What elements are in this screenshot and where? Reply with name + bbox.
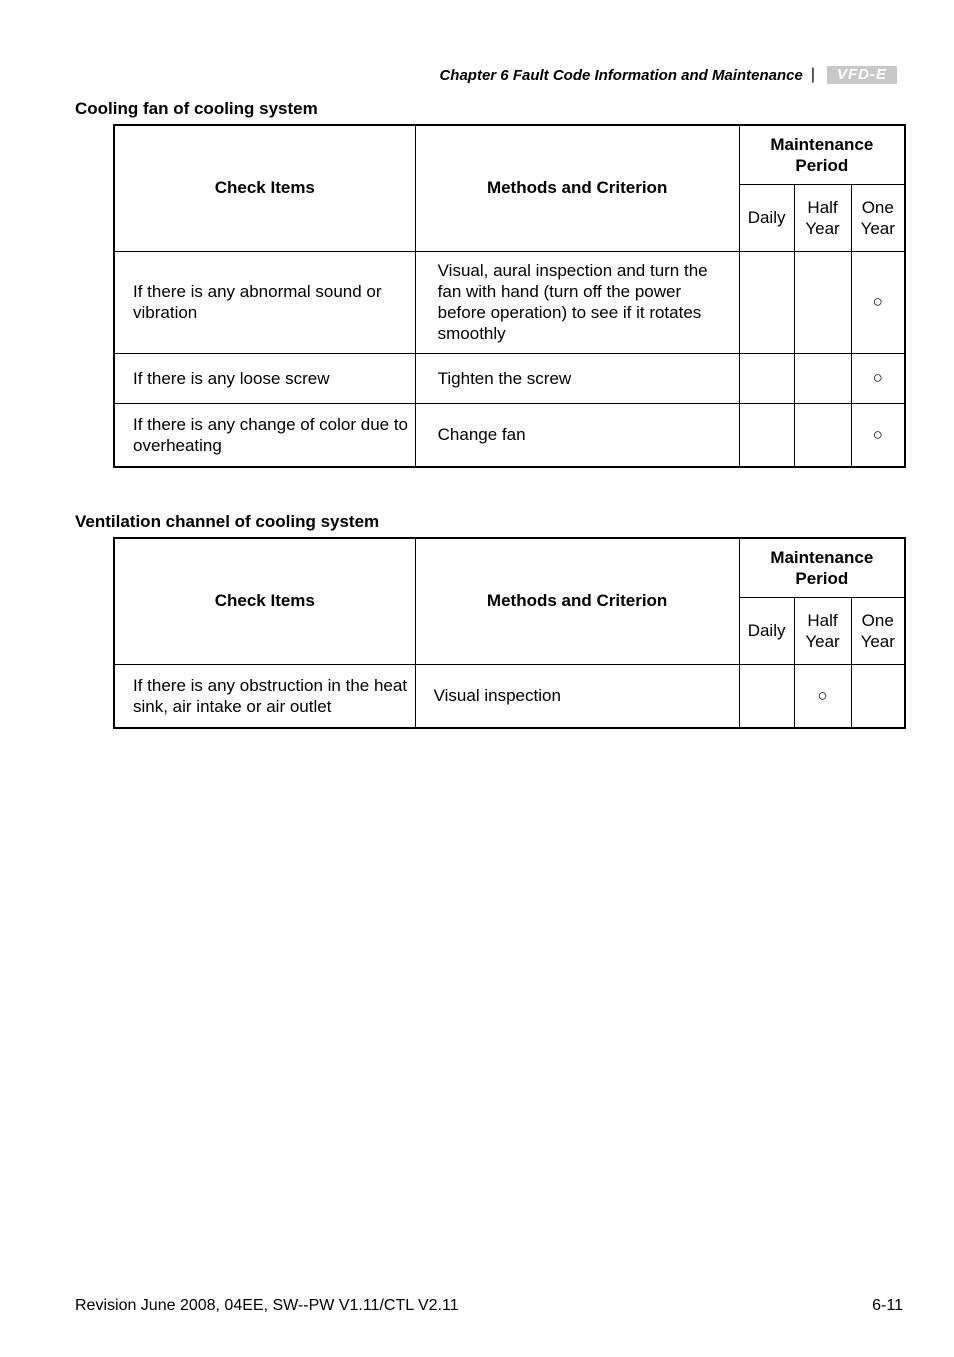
header-daily: Daily bbox=[739, 184, 794, 251]
half-year-mark bbox=[794, 353, 851, 403]
header-one-year: One Year bbox=[851, 184, 905, 251]
ventilation-table bbox=[113, 537, 906, 729]
section-title-ventilation: Ventilation channel of cooling system bbox=[75, 512, 380, 531]
revision-info: Revision June 2008, 04EE, SW--PW V1.11/CTL V2.11 bbox=[75, 1297, 459, 1314]
header-check-items: Check Items bbox=[114, 538, 415, 664]
table-row bbox=[114, 403, 905, 467]
method-criterion: Visual inspection bbox=[415, 664, 739, 728]
table-row bbox=[114, 353, 905, 403]
header-maintenance-period: Maintenance Period bbox=[739, 125, 905, 184]
cooling-fan-table bbox=[113, 124, 906, 468]
check-item: If there is any abnormal sound or vibration bbox=[114, 251, 415, 353]
one-year-mark: ○ bbox=[851, 251, 905, 353]
one-year-mark bbox=[851, 664, 905, 728]
page-header bbox=[439, 66, 897, 84]
header-separator: | bbox=[810, 66, 815, 83]
header-half-year: Half Year bbox=[794, 184, 851, 251]
chapter-title: Chapter 6 Fault Code Information and Maintenance bbox=[439, 66, 803, 84]
half-year-mark: ○ bbox=[794, 664, 851, 728]
check-item: If there is any obstruction in the heat sink, air intake or air outlet bbox=[114, 664, 415, 728]
one-year-mark: ○ bbox=[851, 403, 905, 467]
daily-mark bbox=[739, 251, 794, 353]
header-methods: Methods and Criterion bbox=[415, 125, 739, 251]
half-year-mark bbox=[794, 251, 851, 353]
section-title-cooling-fan: Cooling fan of cooling system bbox=[75, 99, 318, 118]
check-item: If there is any change of color due to overheating bbox=[114, 403, 415, 467]
vfd-e-logo: VFD-E bbox=[827, 66, 897, 84]
page-footer bbox=[75, 1297, 903, 1315]
table-row bbox=[114, 251, 905, 353]
header-one-year: One Year bbox=[851, 597, 905, 664]
method-criterion: Change fan bbox=[415, 403, 739, 467]
daily-mark bbox=[739, 353, 794, 403]
header-check-items: Check Items bbox=[114, 125, 415, 251]
header-methods: Methods and Criterion bbox=[415, 538, 739, 664]
page-number: 6-11 bbox=[872, 1297, 903, 1314]
method-criterion: Visual, aural inspection and turn the fan with hand (turn off the power before operation) to see if it rotates smoothly bbox=[415, 251, 739, 353]
check-item: If there is any loose screw bbox=[114, 353, 415, 403]
daily-mark bbox=[739, 403, 794, 467]
one-year-mark: ○ bbox=[851, 353, 905, 403]
table-row bbox=[114, 664, 905, 728]
half-year-mark bbox=[794, 403, 851, 467]
method-criterion: Tighten the screw bbox=[415, 353, 739, 403]
header-half-year: Half Year bbox=[794, 597, 851, 664]
daily-mark bbox=[739, 664, 794, 728]
header-maintenance-period: Maintenance Period bbox=[739, 538, 905, 597]
header-daily: Daily bbox=[739, 597, 794, 664]
